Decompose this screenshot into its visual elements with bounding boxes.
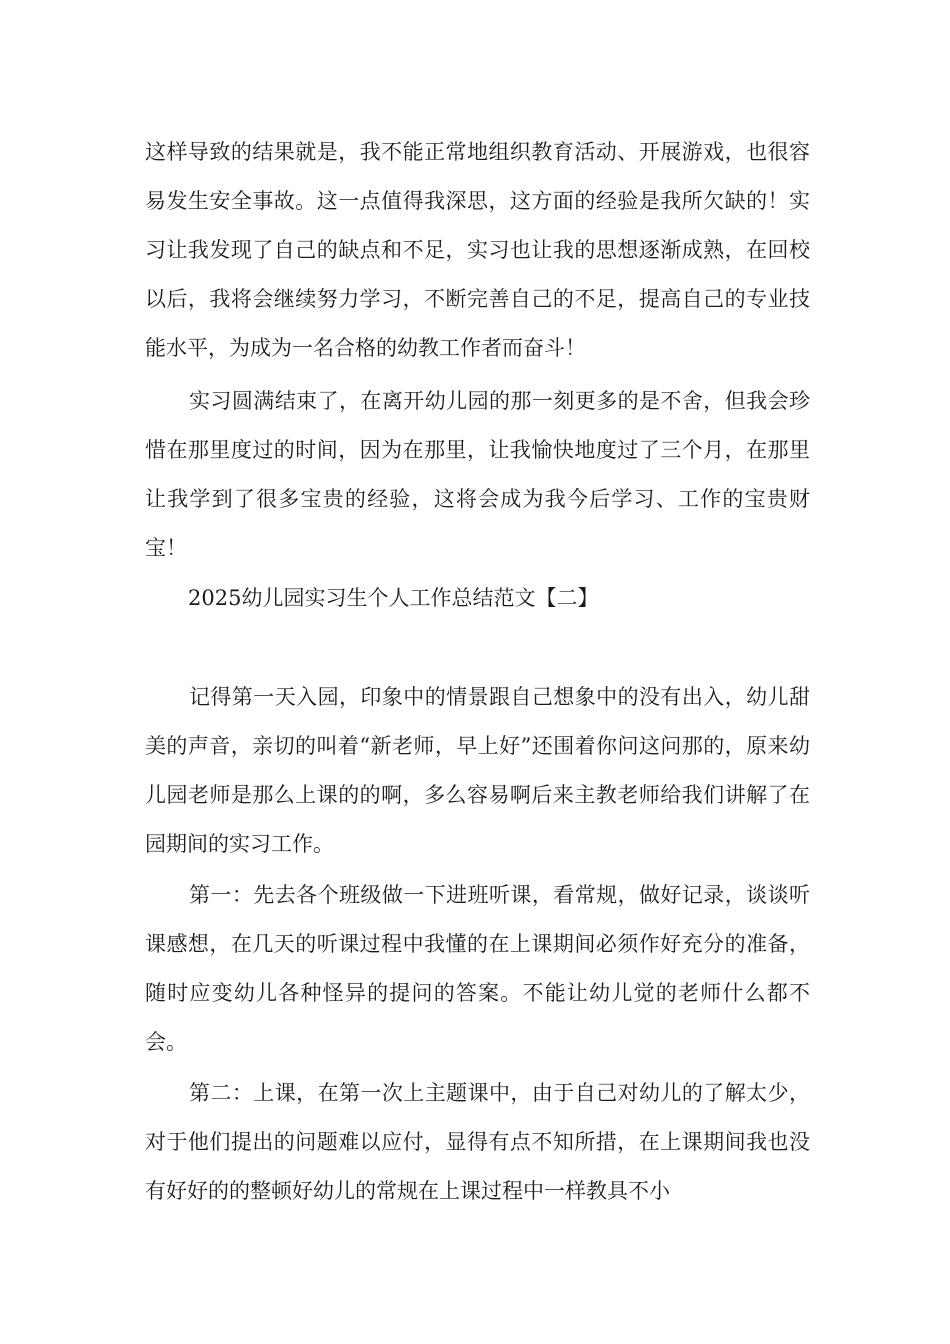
paragraph-internship-end: 实习圆满结束了，在离开幼儿园的那一刻更多的是不舍，但我会珍惜在那里度过的时间，因为在那里，让我愉快地度过了三个月，在那里让我学到了很多宝贵的经验，这将会成为我今后学习、工作的宝贵财宝！: [145, 389, 810, 560]
section-heading: 2025幼儿园实习生个人工作总结范文【二】: [188, 586, 599, 610]
paragraph-first-day: 记得第一天入园，印象中的情景跟自己想象中的没有出入，幼儿甜美的声音，亲切的叫着“新老师，早上好”还围着你问这问那的，原来幼儿园老师是那么上课的的啊，多么容易啊后来主教老师给我们讲解了在园期间的实习工作。: [145, 685, 810, 856]
paragraph-continuation: 这样导致的结果就是，我不能正常地组织教育活动、开展游戏，也很容易发生安全事故。这一点值得我深思，这方面的经验是我所欠缺的！实习让我发现了自己的缺点和不足，实习也让我的思想逐渐成熟，在回校以后，我将会继续努力学习，不断完善自己的不足，提高自己的专业技能水平，为成为一名合格的幼教工作者而奋斗！: [145, 140, 810, 360]
paragraph-step-two: 第二：上课，在第一次上主题课中，由于自己对幼儿的了解太少，对于他们提出的问题难以应付，显得有点不知所措，在上课期间我也没有好好的的整顿好幼儿的常规在上课过程中一样教具不小: [145, 1081, 810, 1203]
paragraph-step-one: 第一：先去各个班级做一下进班听课，看常规，做好记录，谈谈听课感想，在几天的听课过程中我懂的在上课期间必须作好充分的准备，随时应变幼儿各种怪异的提问的答案。不能让幼儿觉的老师什么都不会。: [145, 883, 810, 1054]
